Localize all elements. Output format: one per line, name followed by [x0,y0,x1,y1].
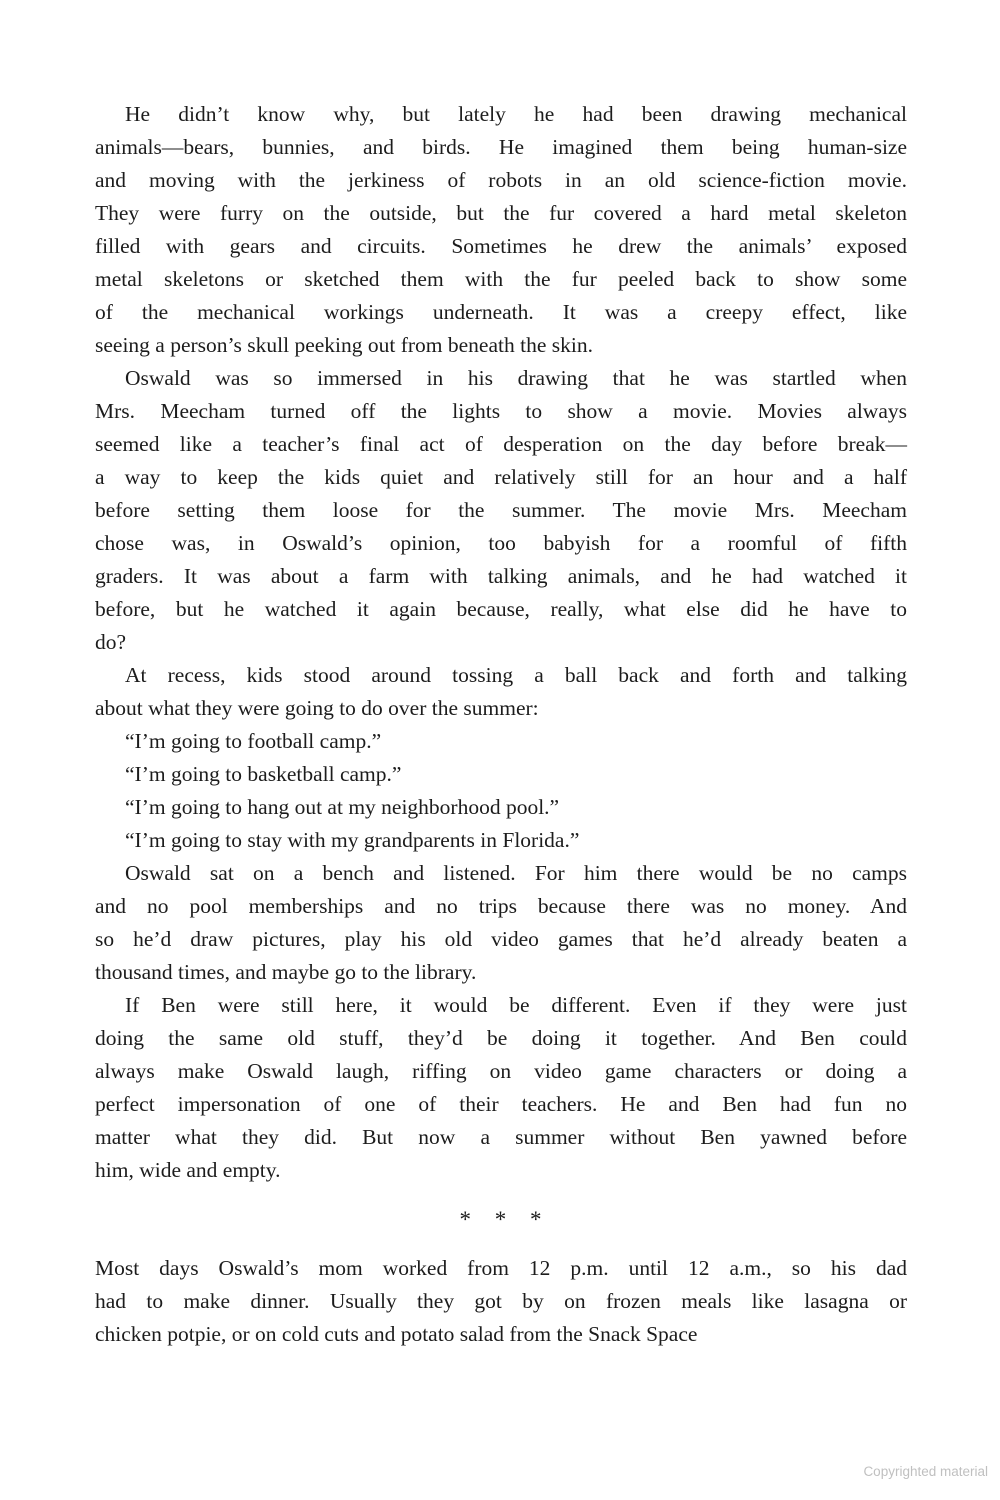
text-line: and moving with the jerkiness of robots in an old science-fiction movie. [95,168,907,192]
text-line: “I’m going to hang out at my neighborhood pool.” [125,795,560,819]
text-line: animals—bears, bunnies, and birds. He imagined them being human-size [95,135,907,159]
text-line: Oswald sat on a bench and listened. For him there would be no camps [125,861,907,885]
text-line: Most days Oswald’s mom worked from 12 p.m. until 12 a.m., so his dad [95,1256,907,1280]
paragraph [95,791,907,824]
text-block [95,98,907,1351]
text-line: seeing a person’s skull peeking out from beneath the skin. [95,333,593,357]
text-line: “I’m going to stay with my grandparents in Florida.” [125,828,580,852]
paragraph [95,725,907,758]
text-line: graders. It was about a farm with talking animals, and he had watched it [95,564,907,588]
text-line: always make Oswald laugh, riffing on video game characters or doing a [95,1059,907,1083]
text-line: matter what they did. But now a summer without Ben yawned before [95,1125,907,1149]
text-line: Mrs. Meecham turned off the lights to show a movie. Movies always [95,399,907,423]
text-line: a way to keep the kids quiet and relatively still for an hour and a half [95,465,907,489]
paragraph [95,824,907,857]
copyright-watermark: Copyrighted material [863,1464,988,1479]
paragraph [95,659,907,725]
text-line: filled with gears and circuits. Sometimes he drew the animals’ exposed [95,234,907,258]
paragraph [95,758,907,791]
text-line: before setting them loose for the summer. The movie Mrs. Meecham [95,498,907,522]
text-line: Oswald was so immersed in his drawing that he was startled when [125,366,907,390]
text-line: chose was, in Oswald’s opinion, too babyish for a roomful of fifth [95,531,907,555]
text-line: doing the same old stuff, they’d be doing it together. And Ben could [95,1026,907,1050]
paragraph [95,98,907,362]
text-line: If Ben were still here, it would be different. Even if they were just [125,993,907,1017]
paragraph [95,362,907,659]
text-line: had to make dinner. Usually they got by on frozen meals like lasagna or [95,1289,907,1313]
text-line: him, wide and empty. [95,1158,281,1182]
paragraph [95,989,907,1187]
text-line: so he’d draw pictures, play his old video games that he’d already beaten a [95,927,907,951]
text-line: do? [95,630,127,654]
text-line: seemed like a teacher’s final act of desperation on the day before break— [95,432,907,456]
paragraph [95,1252,907,1351]
text-line: chicken potpie, or on cold cuts and potato salad from the Snack Space [95,1322,698,1346]
text-line: about what they were going to do over the summer: [95,696,539,720]
text-line: At recess, kids stood around tossing a ball back and forth and talking [125,663,907,687]
text-line: “I’m going to basketball camp.” [125,762,402,786]
text-line: metal skeletons or sketched them with the fur peeled back to show some [95,267,907,291]
paragraph [95,857,907,989]
text-line: perfect impersonation of one of their teachers. He and Ben had fun no [95,1092,907,1116]
section-separator: * * * [459,1207,543,1232]
text-line: of the mechanical workings underneath. It was a creepy effect, like [95,300,907,324]
text-line: He didn’t know why, but lately he had been drawing mechanical [125,102,907,126]
text-line: They were furry on the outside, but the fur covered a hard metal skeleton [95,201,907,225]
text-line: thousand times, and maybe go to the library. [95,960,477,984]
text-line: “I’m going to football camp.” [125,729,382,753]
text-line: and no pool memberships and no trips because there was no money. And [95,894,907,918]
text-line: before, but he watched it again because, really, what else did he have to [95,597,907,621]
